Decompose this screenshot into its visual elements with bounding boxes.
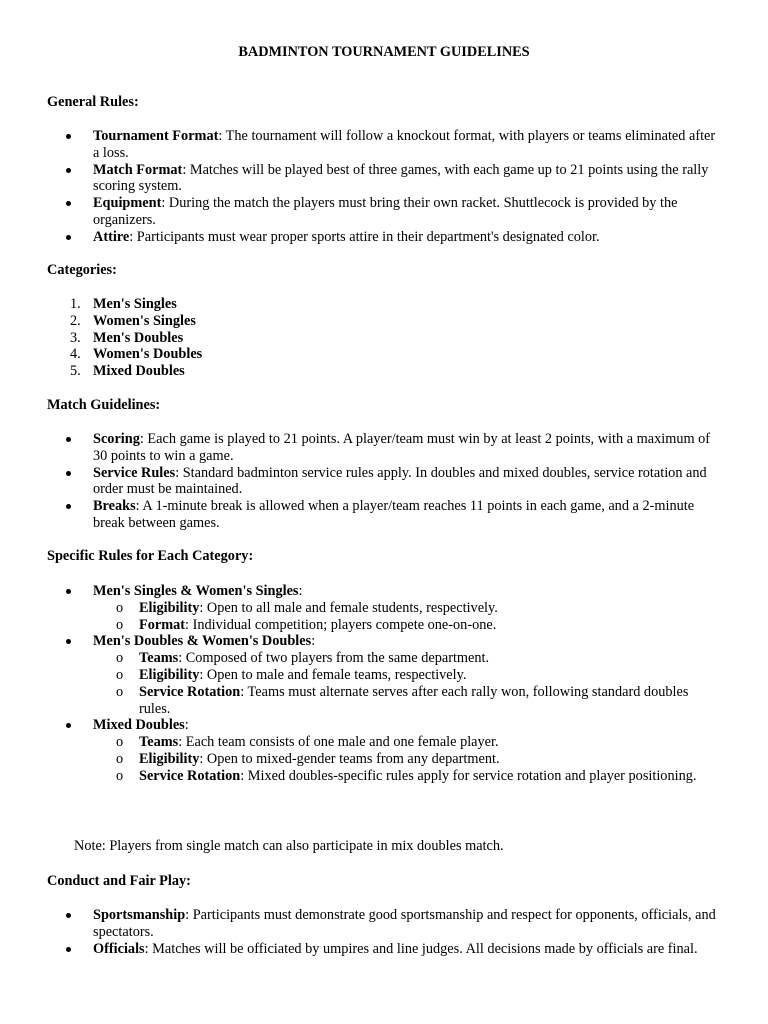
list-item [0,717,768,734]
item-text: : Each game is played to 21 points. A player/team must win by at least 2 points, with a maximum of 30 points to win a game. [93,431,711,464]
list-item [0,162,768,196]
bullet-icon [66,235,71,240]
item-label: Men's Singles & Women's Singles [93,583,299,599]
circle-bullet-icon: o [116,616,124,633]
list-item [0,941,768,958]
item-label: Tournament Format [93,128,219,144]
sub-list [0,734,768,784]
item-label: Format [139,616,186,633]
item-label: Match Format [93,161,183,178]
item-label: Service Rotation [139,683,241,700]
document-title: BADMINTON TOURNAMENT GUIDELINES [238,44,530,60]
list-item [0,313,768,330]
sub-list-item [0,751,768,768]
bullet-icon [66,437,71,442]
heading-categories: Categories: [47,262,117,278]
item-label: Mixed Doubles [93,717,185,734]
specific-rules-list [0,583,768,785]
item-label: Service Rotation [139,767,241,784]
sub-list-item [0,650,768,667]
item-text: : A 1-minute break is allowed when a player/team reaches 11 points in each game, and a 2-minute break between games. [93,498,695,531]
item-label: Service Rules [93,464,176,481]
sub-list-item [0,617,768,634]
item-text: : Open to mixed-gender teams from any department. [199,750,500,767]
item-label: Officials [93,940,145,957]
bullet-icon [66,504,71,509]
list-item [0,346,768,363]
sub-list-wrapper [0,600,768,634]
list-item [0,633,768,650]
heading-conduct: Conduct and Fair Play: [47,873,191,889]
sub-list-item [0,667,768,684]
item-label: Eligibility [139,666,200,683]
list-item [0,465,768,499]
item-text: : Composed of two players from the same department. [178,650,490,667]
item-text: : [298,583,303,599]
heading-specific-rules: Specific Rules for Each Category: [47,548,254,564]
sub-list [0,650,768,717]
sub-list [0,600,768,634]
heading-match-guidelines: Match Guidelines: [47,397,161,413]
circle-bullet-icon: o [116,666,124,683]
item-label: Scoring [93,431,140,447]
note-text: Note: Players from single match can also participate in mix doubles match. [74,838,504,854]
bullet-icon [66,639,71,644]
item-text: : Matches will be played best of three games, with each game up to 21 points using the rally scoring system. [93,161,709,195]
conduct-list [0,907,768,957]
match-guidelines-list [0,431,768,532]
bullet-icon [66,947,71,952]
item-number: 2. [70,312,81,329]
sub-list-item [0,768,768,785]
list-item [0,128,768,162]
list-item [0,431,768,465]
circle-bullet-icon: o [116,683,124,700]
item-number: 5. [70,363,81,380]
item-text: : Participants must wear proper sports attire in their department's designated color. [129,228,600,245]
bullet-icon [66,723,71,728]
list-item [0,229,768,246]
bullet-icon [66,134,71,139]
item-text: : Matches will be officiated by umpires and line judges. All decisions made by officials are final. [144,940,698,957]
item-number: 1. [70,296,81,312]
sub-list-wrapper [0,734,768,784]
item-text: : Each team consists of one male and one female player. [178,734,499,751]
sub-list-wrapper [0,650,768,717]
item-label: Eligibility [139,599,200,616]
list-item [0,195,768,229]
list-item [0,583,768,600]
bullet-icon [66,471,71,476]
item-number: 4. [70,346,81,363]
list-item [0,498,768,532]
circle-bullet-icon: o [116,750,124,767]
item-label: Equipment [93,195,162,212]
item-text: : Teams must alternate serves after each rally won, following standard doubles rules. [139,683,689,717]
item-text: : Open to male and female teams, respectively. [199,666,467,683]
item-label: Eligibility [139,750,200,767]
sub-list-item [0,600,768,617]
item-text: : Open to all male and female students, respectively. [199,599,498,616]
item-text: : Standard badminton service rules apply. In doubles and mixed doubles, service rotation and order must be maintained. [93,464,707,498]
item-number: 3. [70,329,81,346]
bullet-icon [66,201,71,206]
sub-list-item [0,684,768,718]
heading-general-rules: General Rules: [47,94,139,110]
item-text: : [311,633,316,650]
item-label: Breaks [93,498,136,515]
item-text: : Individual competition; players compete one-on-one. [185,616,497,633]
bullet-icon [66,589,71,594]
item-label: Mixed Doubles [93,363,185,380]
item-label: Attire [93,228,130,245]
circle-bullet-icon: o [116,767,124,784]
general-rules-list [0,128,768,246]
item-text: : The tournament will follow a knockout format, with players or teams eliminated after a loss. [93,128,716,161]
item-label: Women's Doubles [93,346,203,363]
item-label: Men's Singles [93,296,177,312]
list-item [0,296,768,313]
circle-bullet-icon: o [116,599,124,616]
bullet-icon [66,168,71,173]
item-label: Sportsmanship [93,907,186,923]
item-text: : Participants must demonstrate good sportsmanship and respect for opponents, officials, and spectators. [93,907,716,940]
item-text: : During the match the players must bring their own racket. Shuttlecock is provided by the organizers. [93,195,678,228]
item-text: : [184,717,189,734]
item-text: : Mixed doubles-specific rules apply for service rotation and player positioning. [240,767,697,784]
circle-bullet-icon: o [116,650,124,667]
bullet-icon [66,913,71,918]
item-label: Teams [139,734,179,751]
item-label: Men's Doubles & Women's Doubles [93,633,312,650]
sub-list-item [0,734,768,751]
item-label: Women's Singles [93,312,196,329]
item-label: Men's Doubles [93,329,184,346]
circle-bullet-icon: o [116,734,124,751]
item-label: Teams [139,650,179,667]
categories-list [0,296,768,380]
list-item [0,907,768,941]
list-item [0,330,768,347]
list-item [0,363,768,380]
